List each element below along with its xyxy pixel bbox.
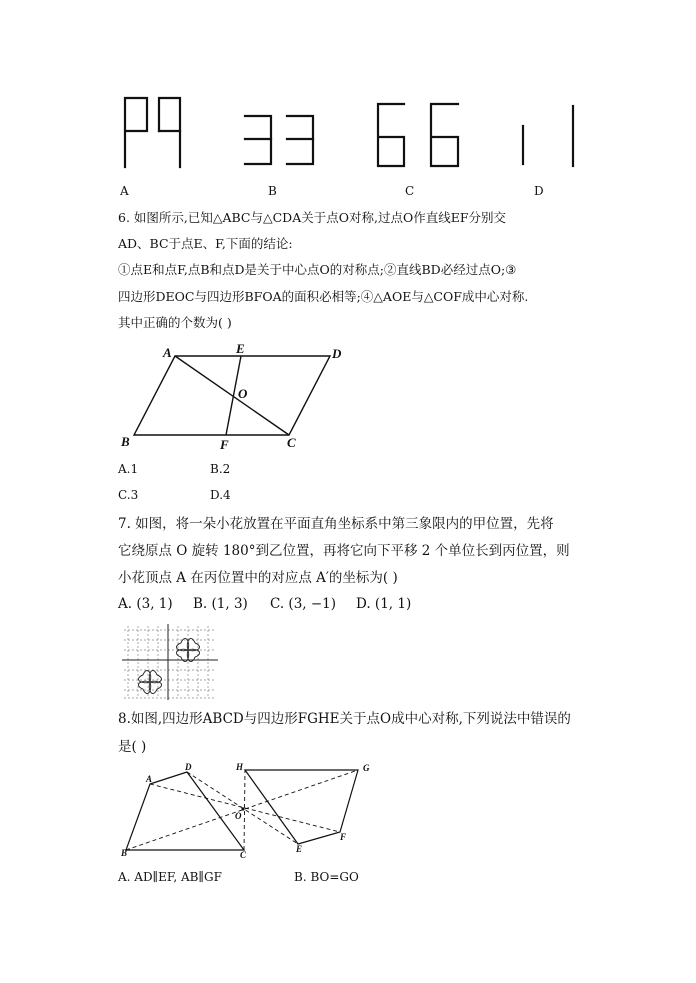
q7-text-line2: 它绕原点 O 旋转 180°到乙位置，再将它向下平移 2 个单位长到丙位置，则 <box>118 543 570 559</box>
q6-label-a: A <box>163 345 172 360</box>
q8-label-a: A <box>146 774 153 784</box>
q6-label-b: B <box>121 434 130 449</box>
q6-option-d: D.4 <box>210 488 231 502</box>
q7-option-c: C. (3, −1) <box>270 596 337 612</box>
q6-label-e: E <box>236 341 245 356</box>
q8-label-d: D <box>185 762 192 772</box>
q8-label-e: E <box>296 844 303 854</box>
q6-text-line3: ①点E和点F,点B和点D是关于中心点O的对称点;②直线BD必经过点O;③ <box>118 262 517 277</box>
q6-text-line2: AD、BC于点E、F,下面的结论: <box>118 236 293 251</box>
q8-label-o: O <box>235 811 242 821</box>
q8-option-b: B. BO=GO <box>294 870 359 884</box>
q7-option-b: B. (1, 3) <box>193 596 248 612</box>
q5-figure-a <box>125 98 180 167</box>
q6-label-f: F <box>220 437 229 452</box>
q6-label-c: C <box>287 435 296 450</box>
q7-coordinate-grid-figure <box>118 622 222 700</box>
q8-text-line2: 是( ) <box>118 739 147 755</box>
q8-option-a: A. AD∥EF, AB∥GF <box>118 870 222 884</box>
q7-text-line3: 小花顶点 A 在丙位置中的对应点 A′的坐标为( ) <box>118 570 398 586</box>
q6-option-a: A.1 <box>118 462 139 476</box>
q5-figure-c <box>378 104 458 166</box>
q6-text-line4: 四边形DEOC与四边形BFOA的面积必相等;④△AOE与△COF成中心对称. <box>118 289 529 304</box>
q6-text-line5: 其中正确的个数为( ) <box>118 315 232 330</box>
q8-label-h: H <box>236 762 244 772</box>
q5-option-d: D <box>534 184 544 198</box>
q6-option-c: C.3 <box>118 488 139 502</box>
q5-option-a: A <box>120 184 129 198</box>
q7-option-d: D. (1, 1) <box>356 596 412 612</box>
q6-label-o: O <box>238 386 248 401</box>
q8-label-g: G <box>363 763 370 773</box>
q8-text-line1: 8.如图,四边形ABCD与四边形FGHE关于点O成中心对称,下列说法中错误的 <box>118 711 571 727</box>
q7-text-line1: 7. 如图，将一朵小花放置在平面直角坐标系中第三象限内的甲位置，先将 <box>118 516 554 532</box>
q5-figure-d <box>523 106 573 166</box>
q5-digit-figures <box>0 0 696 180</box>
q6-text-line1: 6. 如图所示,已知△ABC与△CDA关于点O对称,过点O作直线EF分别交 <box>118 210 506 225</box>
q8-label-b: B <box>121 848 128 858</box>
q8-label-f: F <box>340 832 347 842</box>
q7-option-a: A. (3, 1) <box>118 596 173 612</box>
q8-label-c: C <box>240 850 247 860</box>
q6-label-d: D <box>332 346 342 361</box>
q5-option-b: B <box>268 184 277 198</box>
q6-parallelogram-figure <box>110 340 360 455</box>
q5-figure-b <box>245 116 313 164</box>
q8-symmetric-quadrilaterals-figure <box>112 758 382 864</box>
q5-option-c: C <box>405 184 415 198</box>
q6-option-b: B.2 <box>210 462 231 476</box>
